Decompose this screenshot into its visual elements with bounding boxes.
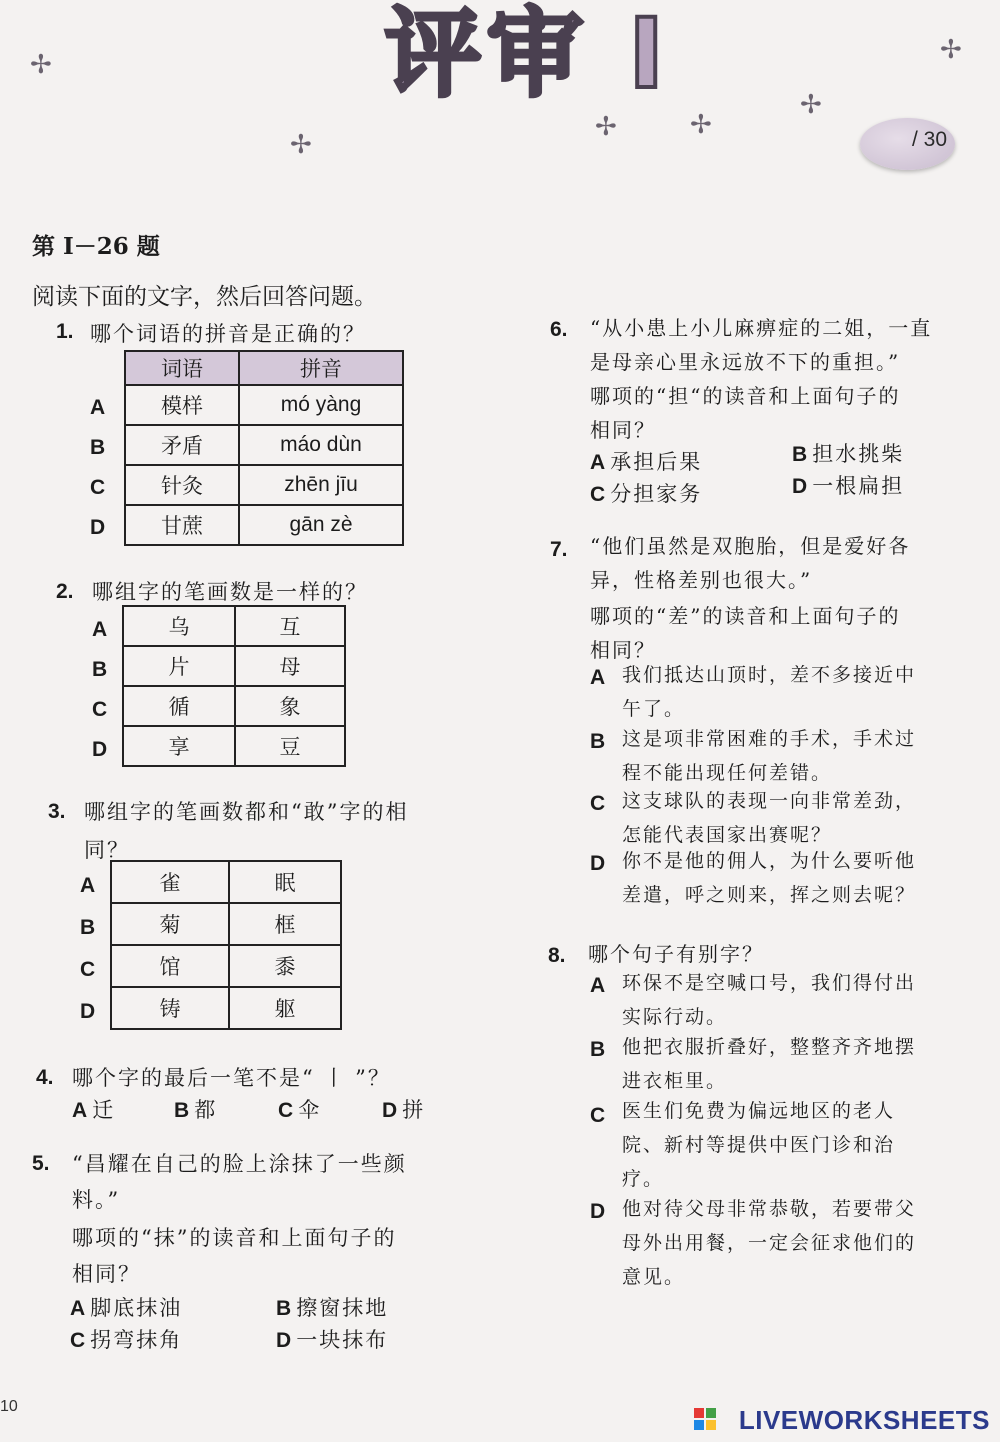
q4-option-label: C [278, 1099, 294, 1122]
q3-char: 雀 [111, 861, 229, 903]
q1-option-label[interactable]: A [90, 396, 106, 419]
q6-option-label: B [792, 443, 808, 466]
q7-option-text: 这支球队的表现一向非常差劲， [622, 790, 917, 812]
q2-char: 象 [235, 686, 345, 726]
q3-option-label[interactable]: D [80, 1000, 96, 1023]
q3-option-label[interactable]: C [80, 958, 96, 981]
q8-option-label[interactable]: A [590, 974, 606, 997]
liveworksheets-logo-icon [694, 1408, 716, 1430]
q7-option-label[interactable]: C [590, 792, 606, 815]
q2-char: 循 [123, 686, 235, 726]
q5-option-label: A [70, 1297, 86, 1320]
q3-text-line2: 同？ [84, 838, 130, 862]
q4-option-label: A [72, 1099, 88, 1122]
q5-number: 5. [32, 1152, 50, 1175]
q8-option-label[interactable]: D [590, 1200, 606, 1223]
q4-option-text: 迁 [92, 1098, 116, 1122]
q4-option-text: 拼 [402, 1098, 426, 1122]
q5-option-text: 擦窗抹地 [296, 1296, 389, 1320]
q1-header-pinyin: 拼音 [239, 351, 403, 385]
q8-option-text: 院、新村等提供中医门诊和治 [622, 1134, 896, 1156]
q5-quote-line1: “昌耀在自己的脸上涂抹了一些颜 [72, 1152, 407, 1176]
q2-char: 片 [123, 646, 235, 686]
q7-option-text: 程不能出现任何差错。 [622, 762, 833, 784]
q7-quote-line2: 异，性格差别也很大。” [590, 568, 813, 592]
q1-pinyin: zhēn jīu [239, 465, 403, 505]
q4-number: 4. [36, 1066, 54, 1089]
instruction: 阅读下面的文字，然后回答问题。 [32, 284, 377, 310]
q3-char: 框 [229, 903, 341, 945]
q6-option-text: 担水挑柴 [812, 442, 905, 466]
q8-option-text: 实际行动。 [622, 1006, 728, 1028]
q2-char: 豆 [235, 726, 345, 766]
q4-option-c[interactable] [278, 1094, 321, 1124]
q1-pinyin: mó yàng [239, 385, 403, 425]
page-title: 评审 I [385, 0, 671, 110]
q3-char: 馆 [111, 945, 229, 987]
dragonfly-icon: ✢ [800, 90, 822, 120]
q2-table [122, 605, 346, 767]
q5-option-c[interactable] [70, 1324, 182, 1354]
q4-text: 哪个字的最后一笔不是“ 丨 ”？ [72, 1066, 391, 1090]
q3-char: 躯 [229, 987, 341, 1029]
q1-pinyin: máo dùn [239, 425, 403, 465]
q6-option-c[interactable] [590, 478, 702, 508]
q7-option-text: 午了。 [622, 698, 686, 720]
q1-option-label[interactable]: C [90, 476, 106, 499]
q8-option-text: 进衣柜里。 [622, 1070, 728, 1092]
q5-option-label: D [276, 1329, 292, 1352]
q2-char: 互 [235, 606, 345, 646]
q1-word: 针灸 [125, 465, 239, 505]
q3-char: 菊 [111, 903, 229, 945]
q5-option-d[interactable] [276, 1324, 388, 1354]
q6-option-label: A [590, 451, 606, 474]
q5-quote-line2: 料。” [72, 1188, 121, 1212]
dragonfly-icon: ✢ [290, 130, 312, 160]
q3-table [110, 860, 342, 1030]
q1-table [124, 350, 404, 546]
q6-quote-line1: “从小患上小儿麻痹症的二姐，一直 [590, 316, 933, 340]
dragonfly-icon: ✢ [30, 50, 52, 80]
q8-option-text: 环保不是空喊口号，我们得付出 [622, 972, 917, 994]
q3-option-label[interactable]: B [80, 916, 96, 939]
q7-text-line1: 哪项的“差”的读音和上面句子的 [590, 604, 901, 628]
q3-char: 铸 [111, 987, 229, 1029]
q3-char: 黍 [229, 945, 341, 987]
q1-option-label[interactable]: B [90, 436, 106, 459]
q2-option-label[interactable]: D [92, 738, 108, 761]
q6-quote-line2: 是母亲心里永远放不下的重担。” [590, 350, 901, 374]
dragonfly-icon: ✢ [595, 112, 617, 142]
q2-char: 母 [235, 646, 345, 686]
q8-text: 哪个句子有别字？ [588, 942, 764, 966]
score-label: / 30 [912, 128, 948, 151]
q3-option-label[interactable]: A [80, 874, 96, 897]
brand-label: LIVEWORKSHEETS [738, 1405, 990, 1435]
q3-number: 3. [48, 800, 66, 823]
q4-option-label: B [174, 1099, 190, 1122]
q5-option-text: 一块抹布 [296, 1328, 389, 1352]
q6-option-text: 一根扁担 [812, 474, 905, 498]
q8-option-text: 疗。 [622, 1168, 665, 1190]
q7-text-line2: 相同？ [590, 638, 656, 662]
q2-number: 2. [56, 580, 74, 603]
q6-option-text: 分担家务 [610, 482, 703, 506]
q6-option-label: C [590, 483, 606, 506]
q8-option-text: 意见。 [622, 1266, 686, 1288]
q2-option-label[interactable]: B [92, 658, 108, 681]
section-label: 第 I－26 题 [32, 233, 160, 260]
q8-option-label[interactable]: B [590, 1038, 606, 1061]
q1-word: 模样 [125, 385, 239, 425]
q6-text-line2: 相同？ [590, 418, 656, 442]
q1-number: 1. [56, 320, 74, 343]
q2-char: 乌 [123, 606, 235, 646]
q4-option-a[interactable] [72, 1094, 115, 1124]
q8-option-label[interactable]: C [590, 1104, 606, 1127]
q5-option-label: B [276, 1297, 292, 1320]
q2-option-label[interactable]: C [92, 698, 108, 721]
q7-option-text: 差遣，呼之则来，挥之则去呢？ [622, 884, 917, 906]
q5-option-text: 拐弯抹角 [90, 1328, 183, 1352]
q8-option-text: 他对待父母非常恭敬，若要带父 [622, 1198, 917, 1220]
q8-option-text: 他把衣服折叠好，整整齐齐地摆 [622, 1036, 917, 1058]
q1-word: 甘蔗 [125, 505, 239, 545]
q7-option-label[interactable]: B [590, 730, 606, 753]
q6-number: 6. [550, 318, 568, 341]
q5-text-line2: 相同？ [72, 1262, 141, 1286]
q7-option-text: 怎能代表国家出赛呢？ [622, 824, 833, 846]
q5-option-a[interactable] [70, 1292, 182, 1322]
q2-text: 哪组字的笔画数是一样的？ [92, 580, 368, 604]
q1-word: 矛盾 [125, 425, 239, 465]
q6-text-line1: 哪项的“担“的读音和上面句子的 [590, 384, 901, 408]
q5-text-line1: 哪项的“抹”的读音和上面句子的 [72, 1226, 397, 1250]
q7-option-text: 我们抵达山顶时，差不多接近中 [622, 664, 917, 686]
q4-option-label: D [382, 1099, 398, 1122]
q6-option-d[interactable] [792, 470, 904, 500]
q5-option-b[interactable] [276, 1292, 388, 1322]
q1-text: 哪个词语的拼音是正确的？ [90, 322, 366, 346]
q8-number: 8. [548, 944, 566, 967]
q1-pinyin: gān zè [239, 505, 403, 545]
q3-text-line1: 哪组字的笔画数都和“敢”字的相 [84, 800, 409, 824]
q4-option-text: 伞 [298, 1098, 322, 1122]
q3-char: 眠 [229, 861, 341, 903]
q4-option-text: 都 [194, 1098, 218, 1122]
q8-option-text: 医生们免费为偏远地区的老人 [622, 1100, 896, 1122]
q2-option-label[interactable]: A [92, 618, 108, 641]
q6-option-label: D [792, 475, 808, 498]
q7-number: 7. [550, 538, 568, 561]
q6-option-a[interactable] [590, 446, 702, 476]
q7-option-label[interactable]: A [590, 666, 606, 689]
q7-option-text: 这是项非常困难的手术，手术过 [622, 728, 917, 750]
q5-option-label: C [70, 1329, 86, 1352]
q6-option-text: 承担后果 [610, 450, 703, 474]
q8-option-text: 母外出用餐，一定会征求他们的 [622, 1232, 917, 1254]
page-number: 10 [0, 1398, 18, 1415]
q7-option-label[interactable]: D [590, 852, 606, 875]
dragonfly-icon: ✢ [690, 110, 712, 140]
q5-option-text: 脚底抹油 [90, 1296, 183, 1320]
q6-option-b[interactable] [792, 438, 904, 468]
dragonfly-icon: ✢ [940, 35, 962, 65]
q2-char: 享 [123, 726, 235, 766]
q4-option-d[interactable] [382, 1094, 425, 1124]
q1-option-label[interactable]: D [90, 516, 106, 539]
q7-option-text: 你不是他的佣人，为什么要听他 [622, 850, 917, 872]
q4-option-b[interactable] [174, 1094, 217, 1124]
q1-header-word: 词语 [125, 351, 239, 385]
q7-quote-line1: “他们虽然是双胞胎，但是爱好各 [590, 534, 911, 558]
